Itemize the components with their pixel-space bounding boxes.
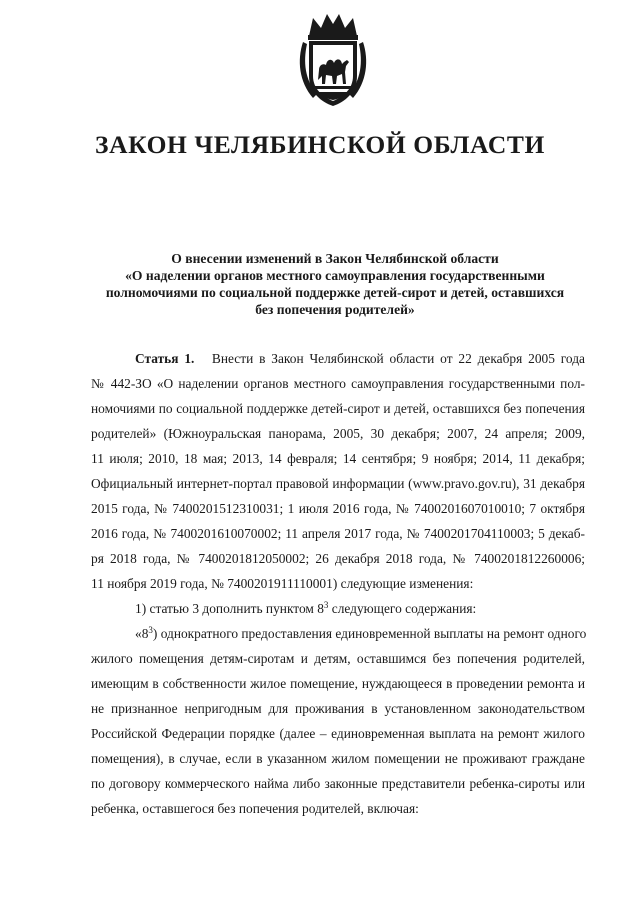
subtitle-line: О внесении изменений в Закон Челябинской области — [171, 251, 499, 266]
article-line: ря 2018 года, № 7400201812050002; 26 декабря 2018 года, № 7400201812260006; — [91, 551, 585, 566]
article-line: № 442-ЗО «О наделении органов местного самоуправления государственными пол- — [91, 376, 585, 391]
law-subtitle — [100, 250, 570, 318]
article-first-line-text: Внести в Закон Челябинской области от 22 декабря 2005 года — [211, 351, 585, 366]
item-1-text: 1) статью 3 дополнить пунктом 8 — [135, 601, 324, 616]
article-line: 2016 года, № 7400201610070002; 11 апреля 2017 года, № 7400201704110003; 5 декаб- — [91, 526, 585, 541]
article-line: Официальный интернет-портал правовой информации (www.pravo.gov.ru), 31 декабря — [91, 476, 585, 491]
law-title: ЗАКОН ЧЕЛЯБИНСКОЙ ОБЛАСТИ — [95, 130, 545, 159]
item-1-superscript: 3 — [323, 600, 329, 610]
subtitle-line: полномочиями по социальной поддержке детей-сирот и детей, оставшихся — [105, 285, 565, 300]
quote-line: Российской Федерации порядке (далее – единовременная выплата на ремонт жилого — [91, 726, 585, 741]
quote-line: имеющим в собственности жилое помещение, нуждающееся в проведении ремонта и — [91, 676, 585, 691]
chelyabinsk-coat-of-arms-icon — [295, 10, 371, 110]
quote-open: «8 — [135, 626, 149, 641]
item-1-line — [91, 596, 585, 621]
quote-first-text: ) однократного предоставления единовременной выплаты на ремонт одного — [152, 626, 587, 641]
article-first-line — [91, 346, 585, 371]
quote-line: ребенка, оставшегося без попечения родителей, включая: — [91, 801, 419, 816]
article-line: 11 июля; 2010, 18 мая; 2013, 14 февраля; 14 сентября; 9 ноября; 2014, 11 декабря; — [91, 451, 585, 466]
article-line: 11 ноября 2019 года, № 7400201911110001) следующие изменения: — [91, 576, 474, 591]
quote-line: по договору коммерческого найма либо законные представители ребенка-сироты или — [91, 776, 585, 791]
subtitle-line: без попечения родителей» — [255, 302, 415, 317]
quote-line: жилого помещения детям-сиротам и детям, оставшимся без попечения родителей, — [91, 651, 585, 666]
article-label: Статья 1. — [135, 351, 195, 366]
article-line: родителей» (Южноуральская панорама, 2005, 30 декабря; 2007, 24 апреля; 2009, — [91, 426, 585, 441]
subtitle-line: «О наделении органов местного самоуправления государственными — [125, 268, 545, 283]
quote-superscript: 3 — [148, 625, 153, 635]
quote-line: не признанное непригодным для проживания в установленном законодательством — [91, 701, 585, 716]
article-body — [91, 346, 585, 821]
article-line: номочиями по социальной поддержке детей-сирот и детей, оставшихся без попечения — [91, 401, 585, 416]
article-line: 2015 года, № 7400201512310031; 1 июля 2016 года, № 7400201607010010; 7 октября — [91, 501, 585, 516]
item-1-text-end: следующего содержания: — [328, 601, 477, 616]
quote-first-line — [91, 621, 585, 646]
quote-line: помещения), в случае, если в указанном жилом помещении не проживают граждане — [91, 751, 585, 766]
